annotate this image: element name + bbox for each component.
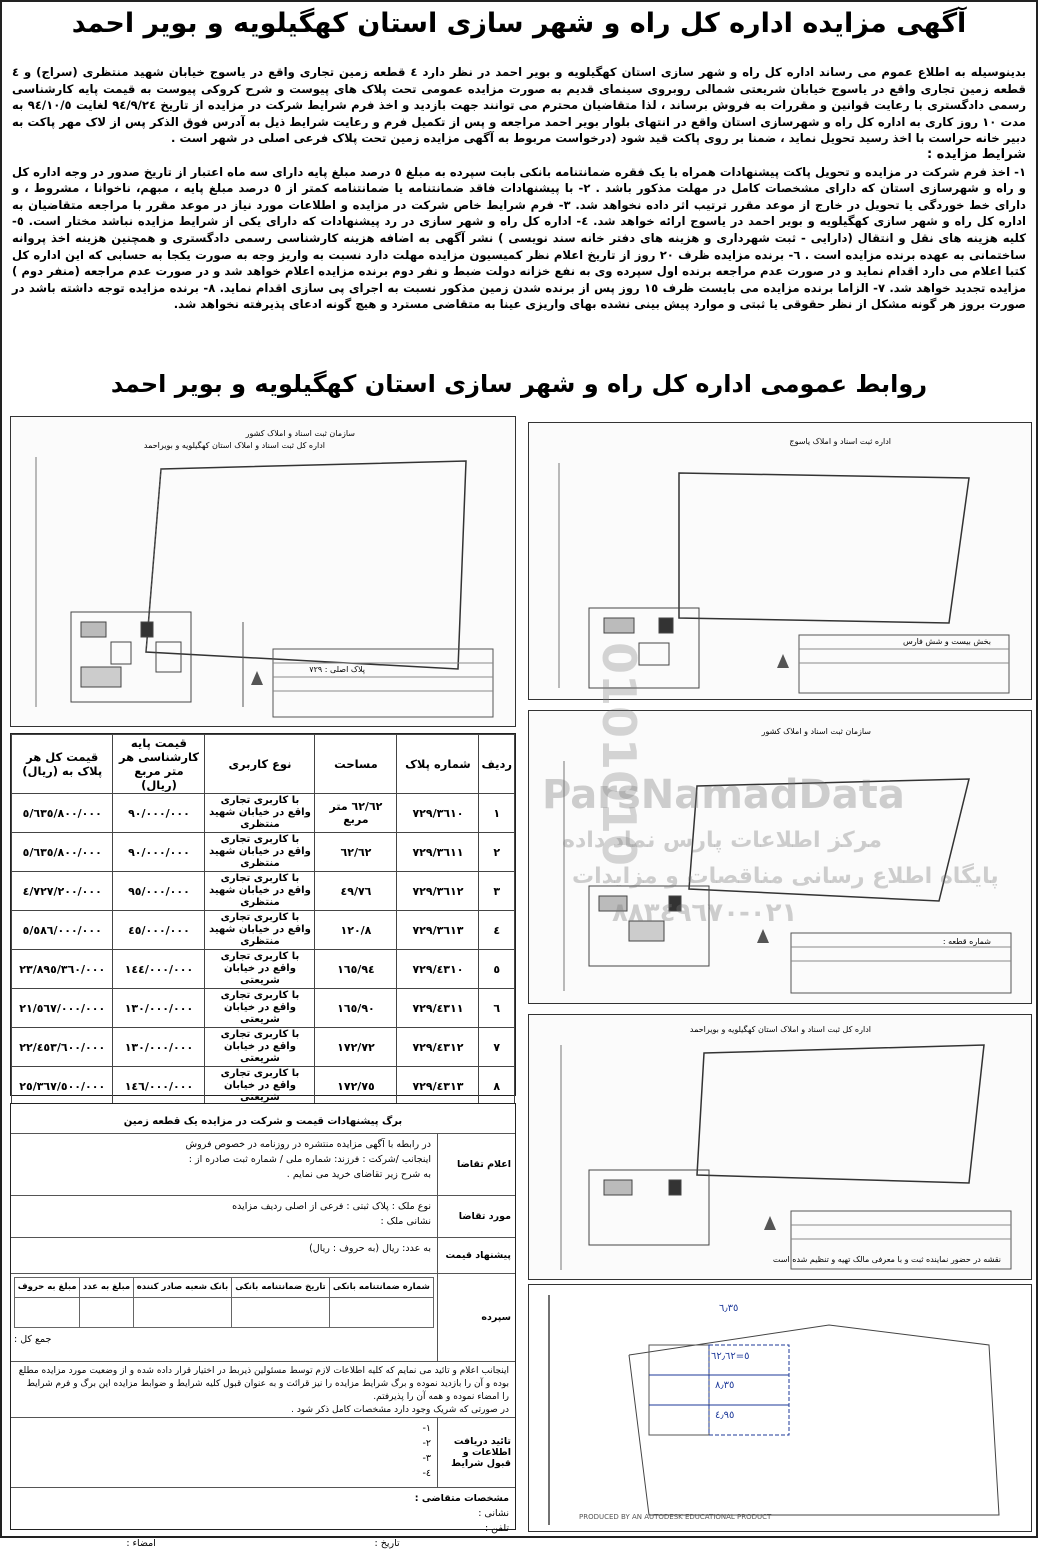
col-area: مساحت [315, 735, 397, 794]
accept-item-4: ٤- [422, 1468, 431, 1479]
cell-plaque: ٧٢٩/٤٣١٢ [397, 1028, 479, 1067]
form-announce-line2: اینجانب /شرکت : فرزند: شماره ملی / شماره ثبت صادره از : [188, 1154, 431, 1165]
cell-unit-price: ٩٠/٠٠٠/٠٠٠ [113, 833, 205, 872]
cell-plaque: ٧٢٩/٣٦١١ [397, 833, 479, 872]
cell-area: ١٢٠/٨ [315, 911, 397, 950]
form-confirm-text: اینجانب اعلام و تائید می نمایم که کلیه اطلاعات لازم توسط مسئولین ذیربط در اختیار قرار داده شده و از وضعیت مورد مزایده مطلع بوده و آن را بازدید نموده و برگ شرایط مزایده را نیز قرائت و به عنوان قبول کلیه شرایط و ضوابط مزایده این برگ و فرم شرایط را امضاء نموده و همه آن را پذیرفتم. [18, 1366, 509, 1402]
map-2-drawing [529, 423, 1033, 701]
address-label: نشانی : [478, 1508, 509, 1519]
deposit-empty-row [15, 1298, 434, 1328]
table-row [12, 1028, 515, 1067]
form-row-announce [11, 1133, 515, 1195]
cell-total-price: ٢٥/٣٦٧/٥٠٠/٠٠٠ [12, 1067, 113, 1106]
form-label-deposit: سپرده [437, 1274, 515, 1361]
cell-plaque: ٧٢٩/٣٦١٠ [397, 794, 479, 833]
cell-usage: با کاربری تجاری واقع در خیابان شهید منتظری [205, 833, 315, 872]
sketch-dim-3: ٨٫٣٥ [715, 1380, 735, 1391]
cell-usage: با کاربری تجاری واقع در خیابان شریعتی [205, 1028, 315, 1067]
cell-unit-price: ١٣٠/٠٠٠/٠٠٠ [113, 989, 205, 1028]
price-table [11, 734, 515, 1106]
sketch-dim-4: ٤٫٩٥ [715, 1410, 735, 1421]
cell-row: ١ [479, 794, 515, 833]
cell-row: ٢ [479, 833, 515, 872]
form-row-accept [11, 1417, 515, 1487]
cell-usage: با کاربری تجاری واقع در خیابان شهید منتظری [205, 911, 315, 950]
date-sign-row [17, 1536, 509, 1551]
cadastral-map-3 [528, 710, 1032, 1004]
form-body-subject [11, 1196, 437, 1237]
table-row [12, 794, 515, 833]
form-confirm-text2: در صورتی که شریک وجود دارد مشخصات کامل ذکر شود . [291, 1405, 509, 1415]
cell-area: ١٦٥/٩٠ [315, 989, 397, 1028]
form-label-offer: پیشنهاد قیمت [437, 1238, 515, 1273]
cell-plaque: ٧٢٩/٤٣١٠ [397, 950, 479, 989]
bid-form [10, 1103, 516, 1549]
autodesk-note: PRODUCED BY AN AUTODESK EDUCATIONAL PRODUCT [579, 1513, 772, 1521]
form-title: برگ پیشنهادات قیمت و شرکت در مزایده یک قطعه زمین [123, 1116, 403, 1127]
form-label-accept: تائید دریافت اطلاعات و قبول شرایط [437, 1418, 515, 1487]
cell-usage: با کاربری تجاری واقع در خیابان شریعتی [205, 1067, 315, 1106]
map-1-org-sub: اداره کل ثبت اسناد و املاک استان کهگیلویه و بویراحمد [143, 441, 325, 450]
cell-usage: با کاربری تجاری واقع در خیابان شهید منتظری [205, 794, 315, 833]
cadastral-map-4 [528, 1014, 1032, 1280]
sign-label: امضاء : [126, 1538, 156, 1549]
date-label: تاریخ : [374, 1538, 400, 1549]
deposit-col-3: بانک شعبه صادر کننده [133, 1278, 231, 1298]
cell-row: ٦ [479, 989, 515, 1028]
map-2-org-header: اداره ثبت اسناد و املاک یاسوج [789, 437, 891, 446]
form-body-announce [11, 1134, 437, 1195]
watermark-line1: مرکز اطلاعات پارس نماد داده [562, 828, 882, 853]
form-announce-line3: به شرح زیر تقاضای خرید می نمایم . [286, 1169, 431, 1180]
deposit-col-4: مبلغ به عدد [80, 1278, 133, 1298]
cell-usage: با کاربری تجاری واقع در خیابان شهید منتظری [205, 872, 315, 911]
cell-area: ٦٢/٦٢ [315, 833, 397, 872]
form-row-applicant [11, 1487, 515, 1559]
cell-row: ٧ [479, 1028, 515, 1067]
cell-unit-price: ١٤٤/٠٠٠/٠٠٠ [113, 950, 205, 989]
map-1-info: پلاک اصلی : ٧٢٩ [309, 665, 365, 674]
deposit-table [14, 1277, 434, 1328]
table-header-row [12, 735, 515, 794]
deposit-col-2: تاریخ ضمانتنامه بانکی [232, 1278, 330, 1298]
watermark-phone: ٠٢١-٨٨٣٤٩٦٧٠ [612, 898, 798, 928]
form-subject-line1: نوع ملک : پلاک ثبتی : فرعی از اصلی ردیف مزایده [232, 1201, 431, 1212]
col-usage: نوع کاربری [205, 735, 315, 794]
table-body [12, 794, 515, 1106]
table-row [12, 950, 515, 989]
applicant-label: مشخصات متقاضی : [414, 1493, 509, 1504]
cell-total-price: ٥/٥٨٦/٠٠٠/٠٠٠ [12, 911, 113, 950]
accept-item-2: ٢- [422, 1438, 431, 1449]
phone-label: تلفن : [484, 1523, 509, 1534]
deposit-col-1: شماره ضمانتنامه بانکی [329, 1278, 433, 1298]
map-3-org-header: سازمان ثبت اسناد و املاک کشور [761, 727, 871, 736]
cell-area: ٦٢/٦٢ متر مربع [315, 794, 397, 833]
deposit-total: جمع کل : [14, 1334, 52, 1345]
cell-area: ٤٩/٧٦ [315, 872, 397, 911]
cell-area: ١٧٢/٧٢ [315, 1028, 397, 1067]
cell-total-price: ٥/٦٣٥/٨٠٠/٠٠٠ [12, 833, 113, 872]
cell-unit-price: ٩٥/٠٠٠/٠٠٠ [113, 872, 205, 911]
deposit-header-row [15, 1278, 434, 1298]
cell-row: ٥ [479, 950, 515, 989]
cell-total-price: ٥/٦٣٥/٨٠٠/٠٠٠ [12, 794, 113, 833]
cell-plaque: ٧٢٩/٣٦١٣ [397, 911, 479, 950]
map-5-drawing [529, 1285, 1033, 1533]
accept-item-3: ٣- [422, 1453, 431, 1464]
public-relations-signature: روابط عمومی اداره کل راه و شهر سازی استان کهگیلویه و بویر احمد [110, 370, 928, 398]
form-row-subject [11, 1195, 515, 1237]
cell-unit-price: ١٤٦/٠٠٠/٠٠٠ [113, 1067, 205, 1106]
col-row: ردیف [479, 735, 515, 794]
cell-usage: با کاربری تجاری واقع در خیابان شریعتی [205, 989, 315, 1028]
intro-paragraph: بدینوسیله به اطلاع عموم می رساند اداره کل راه و شهر سازی استان کهگیلویه و بویر احمد در نظر دارد ٤ قطعه زمین تجاری واقع در یاسوج خیابان شهید منتظری (سراج) و ٤ قطعه زمین تجاری واقع در یاسوج خیابان شریعتی شمالی روبروی سینمای قدیم به صورت مزایده عمومی تحت پلاک های پیوست و شرح کروکی پیوست به قیمت پایه کارشناسی رسمی دادگستری با رعایت قوانین و مقررات به فروش برساند ، لذا متقاضیان محترم می توانند جهت بازدید و اخذ فرم شرایط شرکت در مزایده از تاریخ ٩٤/٩/٢٤ لغایت ٩٤/١٠/٥ به مدت ١٠ روز کاری به اداره کل راه و شهرسازی استان واقع در انتهای بلوار بویر احمد مراجعه و پس از تکمیل فرم و رعایت شرایط ذیل به آدرس فوق الذکر پس از لاک مهر پاکت به دبیر خانه حراست با اخذ رسید تحویل نماید ، ضمنا بر روی پاکت قید شود (درخواست مربوط به آگهی مزایده زمین تحت پلاک فرعی اصلی در شهر است . [12, 65, 1027, 146]
cell-plaque: ٧٢٩/٤٣١٣ [397, 1067, 479, 1106]
form-announce-line1: در رابطه با آگهی مزایده منتشره در روزنامه در خصوص فروش [185, 1139, 431, 1150]
cadastral-map-1 [10, 416, 516, 727]
cell-area: ١٧٢/٧٥ [315, 1067, 397, 1106]
form-row-deposit [11, 1273, 515, 1361]
form-body-confirm [11, 1362, 515, 1417]
table-row [12, 989, 515, 1028]
cell-plaque: ٧٢٩/٤٣١١ [397, 989, 479, 1028]
map-4-drawing [529, 1015, 1033, 1281]
cell-total-price: ٤/٧٢٧/٢٠٠/٠٠٠ [12, 872, 113, 911]
cell-total-price: ٢٣/٨٩٥/٣٦٠/٠٠٠ [12, 950, 113, 989]
cell-total-price: ٢٢/٤٥٣/٦٠٠/٠٠٠ [12, 1028, 113, 1067]
table-row [12, 1067, 515, 1106]
col-plaque: شماره پلاک [397, 735, 479, 794]
map-4-info: نقشه در حضور نماینده ثبت و با معرفی مالک تهیه و تنظیم شده است [772, 1255, 1001, 1264]
map-1-org-header: سازمان ثبت اسناد و املاک کشور [245, 429, 355, 438]
deposit-col-5: مبلغ به حروف [15, 1278, 80, 1298]
cadastral-sketch-5 [528, 1284, 1032, 1532]
cadastral-map-2 [528, 422, 1032, 700]
plaque-price-table [10, 733, 516, 1103]
form-label-subject: مورد تقاضا [437, 1196, 515, 1237]
form-body-offer: به عدد: ریال (به حروف : ریال) [309, 1243, 431, 1254]
cell-plaque: ٧٢٩/٣٦١٢ [397, 872, 479, 911]
form-body-applicant [11, 1488, 515, 1559]
cell-row: ٨ [479, 1067, 515, 1106]
form-body-accept [11, 1418, 437, 1487]
map-2-info: بخش بیست و شش فارس [902, 637, 991, 646]
table-row [12, 833, 515, 872]
cell-usage: با کاربری تجاری واقع در خیابان شریعتی [205, 950, 315, 989]
map-3-drawing [529, 711, 1033, 1005]
watermark-line2: پایگاه اطلاع رسانی مناقصات و مزایدات [572, 864, 999, 889]
form-label-announce: اعلام تقاضا [437, 1134, 515, 1195]
watermark-brand: ParsNamadData [542, 772, 905, 818]
page-title: آگهی مزایده اداره کل راه و شهر سازی استان کهگیلویه و بویر احمد [71, 8, 967, 39]
form-row-confirm [11, 1361, 515, 1417]
map-3-info: شماره قطعه : [942, 937, 991, 946]
form-row-offer [11, 1237, 515, 1273]
conditions-heading: شرایط مزایده : [926, 146, 1026, 162]
sketch-dim-2: ٥=٦٢٫٦٢ [711, 1351, 750, 1362]
conditions-paragraph: ١- اخذ فرم شرکت در مزایده و تحویل پاکت پیشنهادات همراه با یک فقره ضمانتنامه بانکی بابت سپرده به مبلغ ٥ درصد مبلغ پایه دارای سه ماه اعتبار از تاریخ صدور در وجه اداره کل و راه و شهرسازی استان که دارای مشخصات کامل در مهلت مذکور باشد . ٢- با پیشنهادات فاقد ضمانتنامه یا ضمانتنامه کمتر از ٥ درصد مبلغ پایه ، مبهم، ناخوانا ، مشروط ، و دارای خط خوردگی یا تحویل در خارج از موعد مقرر ترتیب اثر داده نخواهد شد. ٣- فرم شرایط خاص شرکت در مزایده و اطلاعات مورد نیاز در موعد مقرر با مراجعه متقاضیان به اداره کل راه و شهر سازی کهگیلویه و بویر احمد در یاسوج ارائه خواهد شد. ٤- اداره کل راه و شهر سازی در رد پیشنهادات که دارای یکی از شرایط مزایده نباشد مختار است. ٥- کلیه هزینه های نقل و انتقال (دارایی - ثبت شهرداری و هزینه های دفتر خانه سند نویسی ) نشر آگهی به اضافه هزینه کارشناسی رسمی دادگستری و همچنین هزینه اخذ پروانه ساختمانی به عهده برنده مزایده است . ٦- برنده مزایده ظرف ٢٠ روز از تاریخ اعلام نظر کمیسیون مزایده مهلت دارد نسبت به واریز وجه به صورت یکجا به حسابی که این اداره کل کتبا اعلام می دارد اقدام نماید و در صورت عدم مراجعه برنده اول سپرده وی به نفع خزانه دولت ضبط و نفر دوم برنده مزایده اعلام خواهد شد و در صورت عدم مراجعه (منفر دوم ) مزایده تجدید خواهد شد. ٧- الزاما برنده مزایده می بایست ظرف ١٥ روز پس از برنده شدن زمین مذکور نسبت به اجرای پی سازی اقدام نماید. ٨- برنده مزایده توجه داشته باشد در صورت بروز هر گونه مشکل از نظر حقوقی یا ثبتی و موارد پیش بینی نشده بهای واریزی عینا به متقاضی مسترد و هیچ گونه ادعای پذیرفته نخواهد شد. [12, 164, 1027, 312]
cell-unit-price: ٩٠/٠٠٠/٠٠٠ [113, 794, 205, 833]
map-4-org-header: اداره کل ثبت اسناد و املاک استان کهگیلویه و بویراحمد [689, 1025, 871, 1034]
map-1-drawing [11, 417, 517, 728]
cell-total-price: ٢١/٥٦٧/٠٠٠/٠٠٠ [12, 989, 113, 1028]
col-total-price: قیمت کل هر پلاک به (ریال) [12, 735, 113, 794]
announcement-body [12, 64, 1026, 313]
cell-unit-price: ١٣٠/٠٠٠/٠٠٠ [113, 1028, 205, 1067]
table-row [12, 872, 515, 911]
cell-row: ٤ [479, 911, 515, 950]
col-unit-price: قیمت پایه کارشناسی هر متر مربع (ریال) [113, 735, 205, 794]
table-row [12, 911, 515, 950]
cell-unit-price: ٤٥/٠٠٠/٠٠٠ [113, 911, 205, 950]
accept-item-1: ١- [422, 1423, 431, 1434]
form-body-deposit [11, 1274, 437, 1361]
cell-row: ٣ [479, 872, 515, 911]
watermark-digits: 0101010 [592, 642, 646, 867]
form-subject-line2: نشانی ملک : [380, 1216, 431, 1227]
sketch-dim-1: ٦٫٣٥ [719, 1303, 739, 1314]
cell-area: ١٦٥/٩٤ [315, 950, 397, 989]
